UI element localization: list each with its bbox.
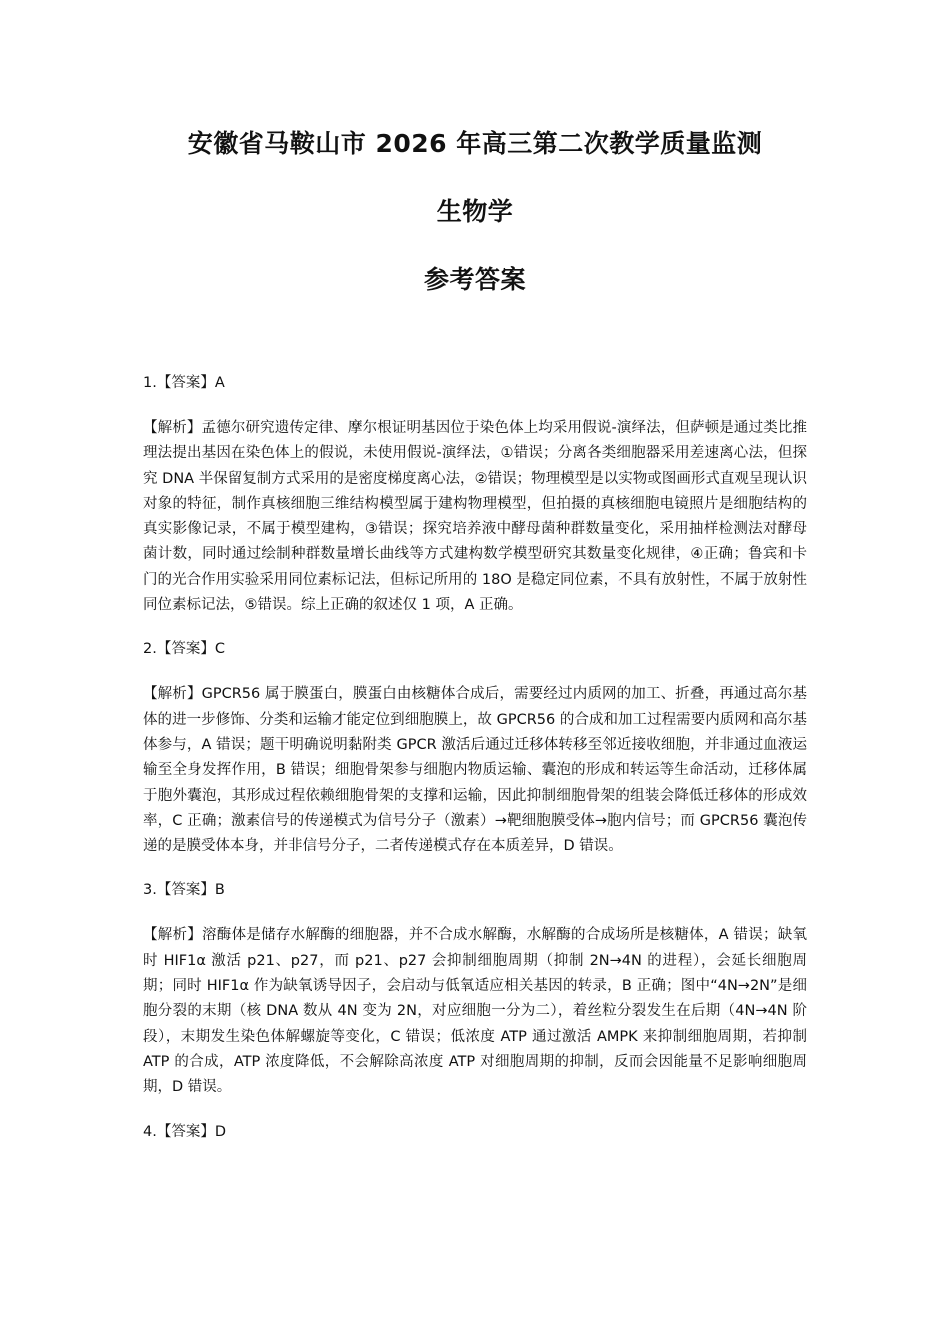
analysis-paragraph: 【解析】溶酶体是储存水解酶的细胞器，并不合成水解酶，水解酶的合成场所是核糖体，A 错误；缺氧时 HIF1α 激活 p21、p27，而 p21、p27 会抑制细胞周期（抑制 2N→4N 的进程），会延长细胞周期；同时 HIF1α 作为缺氧诱导因子，会启动与低氧适应相关基因的转录，B 正确；图中“4N→2N”是细胞分裂的末期（核 DNA 数从 4N 变为 2N，对应细胞一分为二），着丝粒分裂发生在后期（4N→4N 阶段），末期发生染色体解螺旋等变化，C 错误；低浓度 ATP 通过激活 AMPK 来抑制细胞周期，若抑制 ATP 的合成，ATP 浓度降低，不会解除高浓度 ATP 对细胞周期的抑制，反而会因能量不足影响细胞周期，D 错误。 (143, 927, 807, 1096)
answer-line: 2.【答案】C (143, 641, 225, 658)
analysis-paragraph: 【解析】孟德尔研究遗传定律、摩尔根证明基因位于染色体上均采用假说-演绎法，但萨顿是通过类比推理法提出基因在染色体上的假说，未使用假说-演绎法，①错误；分离各类细胞器采用差速离心法，但探究 DNA 半保留复制方式采用的是密度梯度离心法，②错误；物理模型是以实物或图画形式直观呈现认识对象的特征，制作真核细胞三维结构模型属于建构物理模型，但拍摄的真核细胞电镜照片是细胞结构的真实影像记录，不属于模型建构，③错误；探究培养液中酵母菌种群数量变化，采用抽样检测法对酵母菌计数，同时通过绘制种群数量增长曲线等方式建构数学模型研究其数量变化规律，④正确；鲁宾和卡门的光合作用实验采用同位素标记法，但标记所用的 18O 是稳定同位素，不具有放射性，不属于放射性同位素标记法，⑤错误。综上正确的叙述仅 1 项，A 正确。 (143, 420, 807, 614)
question-3 (143, 877, 807, 1100)
answer-content (143, 370, 807, 1165)
question-2 (143, 636, 807, 859)
analysis-paragraph: 【解析】GPCR56 属于膜蛋白，膜蛋白由核糖体合成后，需要经过内质网的加工、折叠，再通过高尔基体的进一步修饰、分类和运输才能定位到细胞膜上，故 GPCR56 的合成和加工过程需要内质网和高尔基体参与，A 错误；题干明确说明黏附类 GPCR 激活后通过迁移体转移至邻近接收细胞，并非通过血液运输至全身发挥作用，B 错误；细胞骨架参与细胞内物质运输、囊泡的形成和转运等生命活动，迁移体属于胞外囊泡，其形成过程依赖细胞骨架的支撑和运输，因此抑制细胞骨架的组装会降低迁移体的形成效率，C 正确；激素信号的传递模式为信号分子（激素）→靶细胞膜受体→胞内信号；而 GPCR56 囊泡传递的是膜受体本身，并非信号分子，二者传递模式存在本质差异，D 错误。 (143, 686, 807, 855)
subject-title: 生物学 (436, 197, 514, 226)
question-1 (143, 370, 807, 618)
answer-line: 4.【答案】D (143, 1123, 226, 1140)
answer-key-title: 参考答案 (423, 265, 526, 294)
answer-line: 1.【答案】A (143, 375, 225, 391)
answer-line: 3.【答案】B (143, 882, 225, 899)
question-4 (143, 1119, 807, 1145)
document-title: 安徽省马鞍山市 2026 年高三第二次教学质量监测 (187, 129, 763, 158)
